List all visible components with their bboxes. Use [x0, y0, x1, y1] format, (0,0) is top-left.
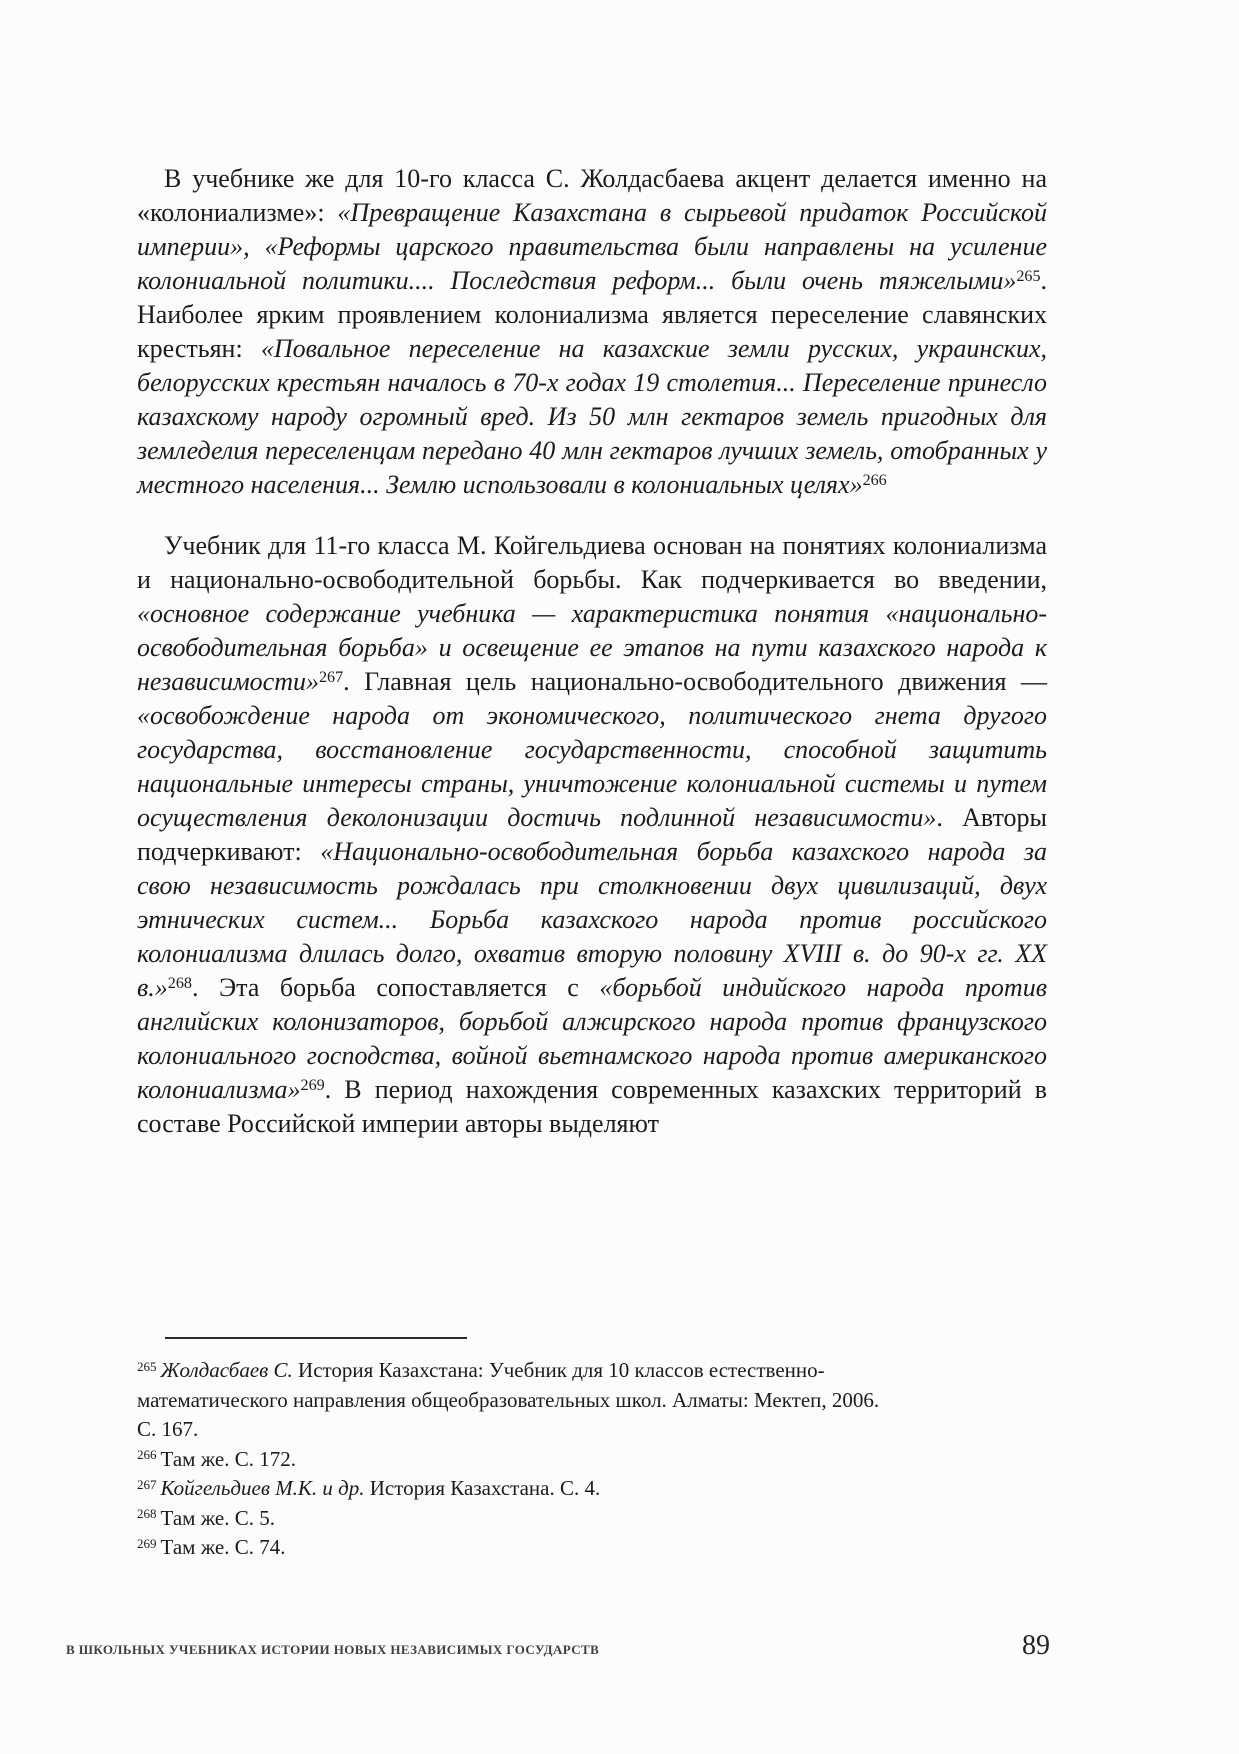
paragraph-textbook-grade11: Учебник для 11-го класса М. Койгельдиева основан на понятиях колониализма и национально-освободительной борьбы. Как подчеркивается во введении, «основное содержание учебника — характеристика понятия «национально-освободительная борьба» и освещение ее этапов на пути казахского народа к независимости»$^{267}$. Главная цель национально-освободительного движения — «освобождение народа от экономического, политического гнета другого государства, восстановление государственности, способной защитить национальные интересы страны, уничтожение колониальной системы и путем осуществления деколонизации достичь подлинной независимости». Авторы подчеркивают: «Национально-освободительная борьба казахского народа за свою независимость рождалась при столкновении двух цивилизаций, двух этнических систем... Борьба казахского народа против российского колониализма длилась долго, охватив вторую половину XVIII в. до 90-х гг. XX в.»$^{268}$. Эта борьба сопоставляется с «борьбой индийского народа против английских колонизаторов, борьбой алжирского народа против французского колониального господства, войной вьетнамского народа против американского колониализма»$^{269}$. В период нахождения современных казахских территорий в составе Российской империи авторы выделяют	[137, 531, 1047, 1138]
footnote-marker: 265	[137, 1358, 157, 1374]
footnote-text: Там же. С. 5.	[160, 1505, 276, 1530]
footnote-269	[137, 1533, 1047, 1563]
page-number: 89	[1022, 1630, 1050, 1661]
footnote-text: Там же. С. 172.	[160, 1446, 297, 1471]
footnote-267	[137, 1474, 1047, 1504]
page-body	[137, 162, 1047, 1141]
footnote-text: Жолдасбаев С. История Казахстана: Учебник для 10 классов естественно- математического направления общеобразовательных школ. Алматы: Мектеп, 2006. С. 167.	[137, 1358, 880, 1441]
footnote-266	[137, 1445, 1047, 1475]
footnote-marker: 268	[137, 1506, 157, 1521]
footnotes-section	[137, 1356, 1047, 1563]
paragraph-textbook-grade10: В учебнике же для 10-го класса С. Жолдасбаева акцент делается именно на «колониализме»: «Превращение Казахстана в сырьевой придаток Российской империи», «Реформы царского правительства были направлены на усиление колониальной политики.... Последствия реформ... были очень тяжелыми»$^{265}$. Наиболее ярким проявлением колониализма является переселение славянских крестьян: «Повальное переселение на казахские земли русских, украинских, белорусских крестьян началось в 70-х годах 19 столетия... Переселение принесло казахскому народу огромный вред. Из 50 млн гектаров земель пригодных для земледелия переселенцам передано 40 млн гектаров лучших земель, отобранных у местного населения... Землю использовали в колониальных целях»$^{266}$	[137, 164, 1047, 499]
running-title: В ШКОЛЬНЫХ УЧЕБНИКАХ ИСТОРИИ НОВЫХ НЕЗАВИСИМЫХ ГОСУДАРСТВ	[66, 1642, 600, 1657]
footnote-265	[137, 1356, 1047, 1445]
footnote-marker: 267	[137, 1476, 157, 1492]
footnote-marker: 269	[137, 1535, 157, 1551]
footnote-marker: 266	[137, 1447, 157, 1462]
footnote-divider	[165, 1337, 467, 1339]
footnote-268	[137, 1504, 1047, 1534]
footnote-text: Койгельдиев М.К. и др. История Казахстана. С. 4.	[160, 1476, 601, 1500]
footnote-text: Там же. С. 74.	[160, 1535, 286, 1559]
